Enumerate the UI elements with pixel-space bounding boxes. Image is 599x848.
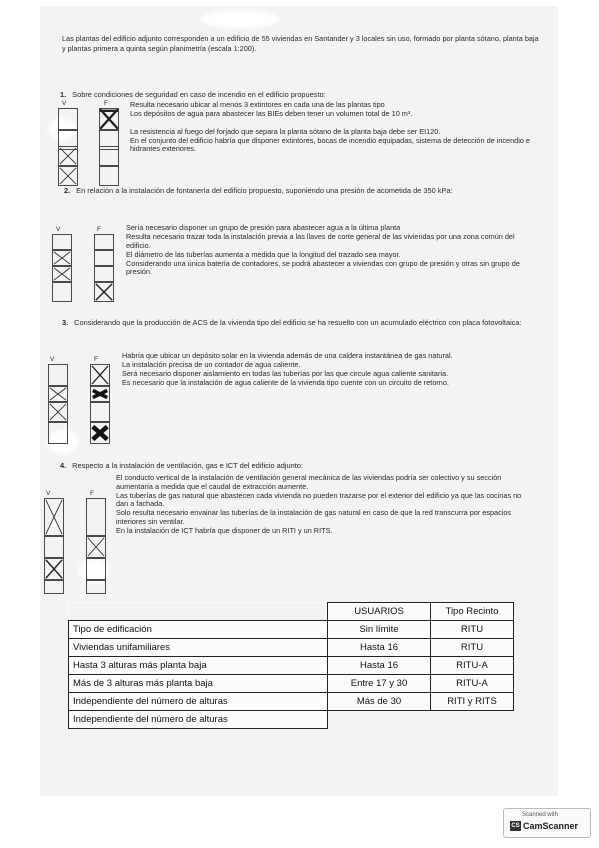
table-cell: RITU-A bbox=[431, 657, 514, 675]
false-checkbox[interactable] bbox=[94, 266, 114, 282]
false-checkbox[interactable] bbox=[90, 386, 110, 402]
table-row bbox=[69, 621, 514, 639]
camscanner-logo-icon: CS bbox=[511, 823, 520, 829]
true-checkbox[interactable] bbox=[58, 108, 78, 130]
camscanner-watermark bbox=[503, 808, 591, 838]
table-header-row bbox=[69, 603, 514, 621]
question-number: 3. bbox=[62, 318, 69, 327]
table-cell: Más de 3 alturas más planta baja bbox=[69, 675, 328, 693]
recinto-table bbox=[68, 602, 514, 729]
statements-q3 bbox=[122, 352, 530, 388]
statement: Habría que ubicar un depósito solar en la vivienda además de una caldera instantánea de gas natural. bbox=[122, 351, 453, 360]
statement: Los depósitos de agua para abastecer las BIEs deben tener un volumen total de 10 m³. bbox=[130, 108, 413, 118]
question-title: Considerando que la producción de ACS de la vivienda tipo del edificio se ha resuelto con un acumulado eléctrico con placa fotovoltaica: bbox=[74, 318, 522, 327]
false-checkbox[interactable] bbox=[86, 536, 106, 558]
true-column-label: V bbox=[46, 490, 51, 497]
table-cell: Tipo de edificación bbox=[69, 621, 328, 639]
statement: La resistencia al fuego del forjado que separa la planta sótano de la planta baja debe ser EI120. bbox=[130, 126, 441, 136]
table-header-tipo-recinto: Tipo Recinto bbox=[431, 603, 514, 621]
true-checkbox[interactable] bbox=[58, 146, 78, 166]
false-checkbox[interactable] bbox=[86, 580, 106, 594]
statement: Será necesario disponer aislamiento en todas las tuberías por las que circule agua caliente sanitaria. bbox=[122, 368, 449, 378]
false-column-label: F bbox=[90, 490, 94, 497]
false-column-label: F bbox=[97, 226, 101, 233]
question-1 bbox=[60, 90, 540, 100]
true-column-label: V bbox=[56, 226, 61, 233]
statement: La instalación precisa de un contador de agua caliente. bbox=[122, 359, 301, 369]
redaction-smudge bbox=[200, 10, 280, 28]
table-row bbox=[69, 639, 514, 657]
false-checkbox[interactable] bbox=[90, 402, 110, 422]
false-checkbox[interactable] bbox=[99, 146, 119, 166]
statement: En la instalación de ICT habría que disponer de un RITI y un RITS. bbox=[116, 525, 333, 535]
false-checkbox[interactable] bbox=[86, 558, 106, 580]
statement: Considerando una única batería de contadores, se podrá abastecer a viviendas con grupo de presión y otras sin grupo de presión. bbox=[126, 258, 520, 277]
question-number: 2. bbox=[64, 186, 71, 195]
statement: Resulta necesario trazar toda la instalación previa a las llaves de corte general de las viviendas por una zona común del edificio. bbox=[126, 231, 515, 250]
statement: Las tuberías de gas natural que abastecen cada vivienda no pueden trazarse por el exterior del edificio ya que las cocinas no dan a fachada. bbox=[116, 490, 522, 509]
true-checkbox[interactable] bbox=[44, 498, 64, 536]
question-2 bbox=[64, 186, 544, 196]
false-checkbox[interactable] bbox=[94, 282, 114, 302]
table-cell: RITU-A bbox=[431, 675, 514, 693]
false-checkbox[interactable] bbox=[86, 498, 106, 536]
question-title: Sobre condiciones de seguridad en caso de incendio en el edificio propuesto: bbox=[72, 90, 326, 99]
table-cell: Independiente del número de alturas bbox=[69, 711, 328, 729]
table-row bbox=[69, 711, 514, 729]
table-cell: Hasta 16 bbox=[328, 657, 431, 675]
watermark-brand-name: CamScanner bbox=[523, 821, 579, 831]
table-cell: Hasta 16 bbox=[328, 639, 431, 657]
question-number: 1. bbox=[60, 90, 67, 99]
true-checkbox[interactable] bbox=[48, 402, 68, 422]
false-checkbox[interactable] bbox=[90, 422, 110, 444]
question-title: Respecto a la instalación de ventilación, gas e ICT del edificio adjunto: bbox=[72, 461, 303, 470]
statement: El conducto vertical de la instalación de ventilación general mecánica de las viviendas podría ser colectivo y su sección aumentaría a medida que el caudal de extracción aumente. bbox=[116, 473, 502, 491]
table-row bbox=[69, 675, 514, 693]
true-checkbox[interactable] bbox=[48, 422, 68, 444]
table-cell: RITI y RITS bbox=[431, 693, 514, 711]
watermark-caption: Scanned with bbox=[522, 812, 559, 818]
false-checkbox[interactable] bbox=[99, 108, 119, 130]
true-checkbox[interactable] bbox=[52, 234, 72, 250]
table-cell bbox=[328, 711, 431, 729]
true-checkbox[interactable] bbox=[44, 558, 64, 580]
table-cell: Más de 30 bbox=[328, 693, 431, 711]
table-cell: Viviendas unifamiliares bbox=[69, 639, 328, 657]
statement: Solo resulta necesario envainar las tuberías de la instalación de gas natural en caso de que la red transcurra por espacios interiores sin ventilar. bbox=[116, 508, 512, 526]
table-cell: RITU bbox=[431, 639, 514, 657]
table-cell bbox=[431, 711, 514, 729]
statements-q1 bbox=[130, 101, 530, 154]
table-row bbox=[69, 657, 514, 675]
statement: Es necesario que la instalación de agua caliente de la vivienda tipo cuente con un circuito de retorno. bbox=[122, 377, 449, 387]
table-cell: RITU bbox=[431, 621, 514, 639]
question-number: 4. bbox=[60, 461, 67, 470]
question-title: En relación a la instalación de fontanería del edificio propuesto, suponiendo una presión de acometida de 350 kPa: bbox=[76, 186, 453, 195]
false-checkbox[interactable] bbox=[90, 364, 110, 386]
table-cell: Sin límite bbox=[328, 621, 431, 639]
true-checkbox[interactable] bbox=[44, 580, 64, 594]
false-checkbox[interactable] bbox=[99, 166, 119, 186]
false-checkbox[interactable] bbox=[94, 250, 114, 266]
table-cell: Hasta 3 alturas más planta baja bbox=[69, 657, 328, 675]
question-4 bbox=[60, 461, 540, 471]
table-header-empty bbox=[69, 603, 328, 621]
table-cell: Independiente del número de alturas bbox=[69, 693, 328, 711]
table-cell: Entre 17 y 30 bbox=[328, 675, 431, 693]
true-checkbox[interactable] bbox=[52, 266, 72, 282]
false-column-label: F bbox=[94, 356, 98, 363]
true-checkbox[interactable] bbox=[58, 166, 78, 186]
intro-paragraph: Las plantas del edificio adjunto corresponden a un edificio de 55 viviendas en Santander y 3 locales sin uso, formado por planta sótano, planta baja y plantas primera a quinta según planimetría (escala 1:200). bbox=[62, 34, 539, 53]
table-row bbox=[69, 693, 514, 711]
question-3 bbox=[62, 318, 542, 328]
statement: Resulta necesario ubicar al menos 3 extintores en cada una de las plantas tipo bbox=[130, 100, 385, 109]
table-header-usuarios: USUARIOS bbox=[328, 603, 431, 621]
false-column-label: F bbox=[104, 100, 108, 107]
true-checkbox[interactable] bbox=[48, 364, 68, 386]
true-checkbox[interactable] bbox=[52, 250, 72, 266]
statements-q2 bbox=[126, 224, 530, 277]
false-checkbox[interactable] bbox=[94, 234, 114, 250]
statement: El diámetro de las tuberías aumenta a medida que la longitud del trazado sea mayor. bbox=[126, 249, 401, 259]
statement: Sería necesario disponer un grupo de presión para abastecer agua a la última planta bbox=[126, 223, 401, 232]
statements-q4 bbox=[116, 474, 530, 536]
watermark-brand bbox=[510, 821, 578, 831]
true-checkbox[interactable] bbox=[52, 282, 72, 302]
true-column-label: V bbox=[50, 356, 55, 363]
statement: En el conjunto del edificio habría que disponer extintores, bocas de incendio equipadas, sistema de detección de incendio e hidrantes exteriores. bbox=[130, 135, 530, 154]
true-column-label: V bbox=[62, 100, 67, 107]
true-checkbox[interactable] bbox=[48, 386, 68, 402]
true-checkbox[interactable] bbox=[44, 536, 64, 558]
